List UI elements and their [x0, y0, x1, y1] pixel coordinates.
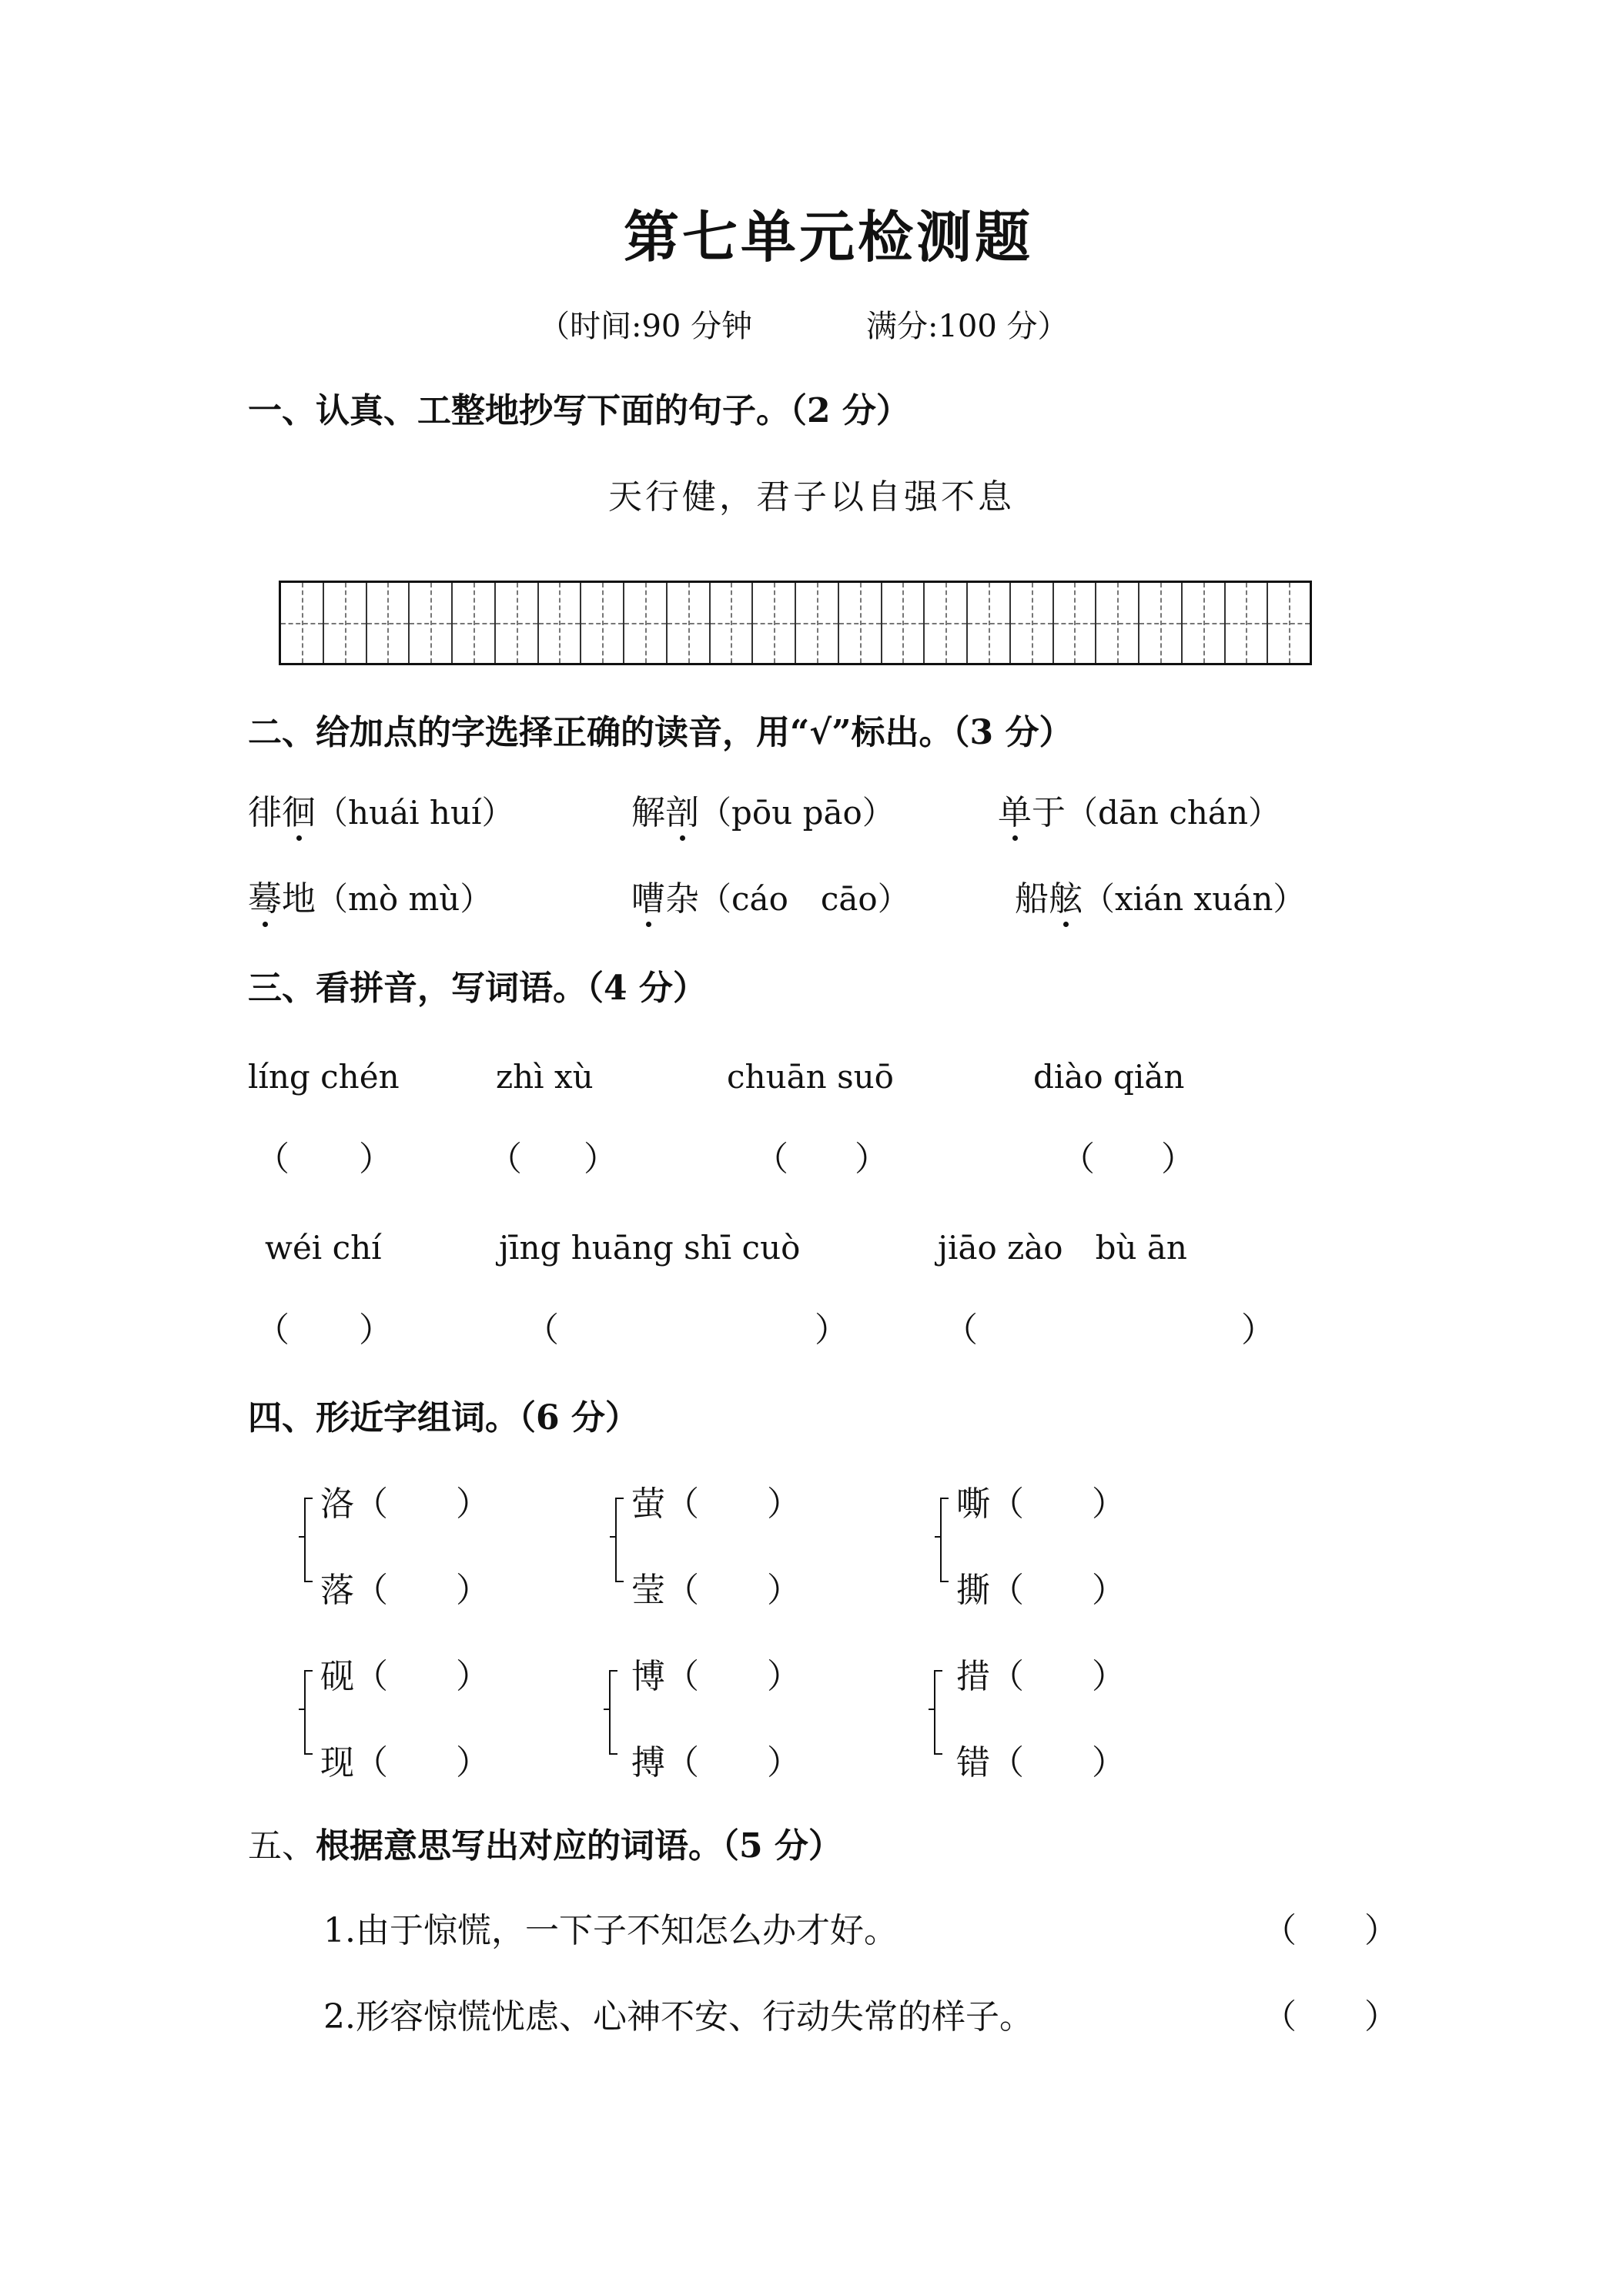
paren-open: （: [256, 1310, 289, 1350]
answer-blank[interactable]: （ ）: [665, 1657, 801, 1696]
grid-cell[interactable]: [711, 583, 754, 663]
brace-icon: [297, 1669, 314, 1755]
grid-cell[interactable]: [882, 583, 925, 663]
grid-cell[interactable]: [1054, 583, 1097, 663]
answer-blank[interactable]: （ ）: [990, 1743, 1126, 1782]
grid-cell[interactable]: [1011, 583, 1054, 663]
paren-close: ）: [584, 1140, 617, 1179]
char-item: 博（ ）: [631, 1657, 801, 1696]
reading-char: 徘: [248, 793, 282, 832]
brace-icon: [602, 1669, 619, 1755]
answer-blank[interactable]: （ ）: [1263, 1911, 1398, 1950]
paren-close: ）: [359, 1140, 393, 1179]
reading-char: 杂: [665, 879, 699, 919]
reading-item[interactable]: [1015, 879, 1306, 919]
answer-blank[interactable]: （ ）: [665, 1743, 801, 1782]
paren-open: （: [755, 1140, 788, 1179]
grid-cell[interactable]: [925, 583, 968, 663]
paren-open: （: [256, 1140, 289, 1179]
definition-item: 2.形容惊慌忧虑、心神不安、行动失常的样子。: [323, 1997, 1033, 2037]
paren-open: （: [488, 1140, 522, 1179]
reading-char: 地: [282, 879, 316, 919]
paren-open: （: [525, 1310, 559, 1350]
grid-cell[interactable]: [668, 583, 711, 663]
answer-blank[interactable]: （ ）: [1263, 1997, 1398, 2037]
char-item: 砚（ ）: [320, 1657, 490, 1696]
grid-cell[interactable]: [539, 583, 582, 663]
grid-cell[interactable]: [624, 583, 668, 663]
paren-close: ）: [359, 1310, 393, 1350]
answer-blank[interactable]: （ ）: [354, 1484, 490, 1524]
char-item: 萤（ ）: [631, 1484, 801, 1524]
char-item: 搏（ ）: [631, 1743, 801, 1782]
grid-cell[interactable]: [453, 583, 496, 663]
grid-cell[interactable]: [281, 583, 324, 663]
grid-cell[interactable]: [753, 583, 796, 663]
dotted-char: 单: [998, 793, 1032, 832]
char-item: 落（ ）: [320, 1571, 490, 1610]
section-3-heading: 三、看拼音，写词语。（4 分）: [248, 969, 707, 1008]
reading-item[interactable]: [248, 879, 493, 919]
reading-item[interactable]: [631, 879, 910, 919]
dotted-char: 嘈: [631, 879, 665, 919]
char-item: 措（ ）: [956, 1657, 1126, 1696]
reading-options[interactable]: （cáo cāo）: [699, 880, 910, 918]
char-item: 嘶（ ）: [956, 1484, 1126, 1524]
reading-options[interactable]: （xián xuán）: [1083, 880, 1306, 918]
copy-sentence: 天行健，君子以自强不息: [608, 477, 1015, 517]
pinyin-prompt: wéi chí: [265, 1229, 382, 1267]
section-5-heading: 五、根据意思写出对应的词语。（5 分）: [248, 1826, 842, 1866]
brace-icon: [608, 1497, 625, 1583]
grid-cell[interactable]: [839, 583, 882, 663]
paren-close: ）: [815, 1310, 848, 1350]
char-item: 洛（ ）: [320, 1484, 490, 1524]
answer-blank[interactable]: （ ）: [354, 1743, 490, 1782]
grid-cell[interactable]: [1268, 583, 1310, 663]
grid-cell[interactable]: [581, 583, 624, 663]
pinyin-prompt: jiāo zào bù ān: [938, 1229, 1187, 1267]
grid-cell[interactable]: [1226, 583, 1269, 663]
grid-cell[interactable]: [796, 583, 839, 663]
paren-close: ）: [1161, 1140, 1195, 1179]
brace-icon: [927, 1669, 944, 1755]
reading-item[interactable]: [631, 793, 895, 832]
reading-options[interactable]: （dān chán）: [1066, 794, 1280, 832]
pinyin-prompt: zhì xù: [496, 1058, 594, 1096]
writing-grid[interactable]: [279, 581, 1312, 665]
answer-blank[interactable]: （ ）: [665, 1484, 801, 1524]
definition-item: 1.由于惊慌，一下子不知怎么办才好。: [323, 1911, 898, 1950]
reading-options[interactable]: （huái huí）: [316, 794, 514, 832]
char-item: 错（ ）: [956, 1743, 1126, 1782]
answer-blank[interactable]: （ ）: [990, 1571, 1126, 1610]
answer-blank[interactable]: [293, 1138, 370, 1176]
brace-icon: [297, 1497, 314, 1583]
section-1-heading: 一、认真、工整地抄写下面的句子。（2 分）: [248, 391, 910, 430]
section-4-heading: 四、形近字组词。（6 分）: [248, 1398, 639, 1438]
reading-options[interactable]: （mò mù）: [316, 880, 493, 918]
paren-close: ）: [1241, 1310, 1275, 1350]
grid-cell[interactable]: [1096, 583, 1139, 663]
dotted-char: 徊: [282, 793, 316, 832]
answer-blank[interactable]: [1098, 1138, 1167, 1176]
char-item: 莹（ ）: [631, 1571, 801, 1610]
answer-blank[interactable]: （ ）: [354, 1657, 490, 1696]
char-item: 撕（ ）: [956, 1571, 1126, 1610]
grid-cell[interactable]: [1183, 583, 1226, 663]
grid-cell[interactable]: [496, 583, 539, 663]
answer-blank[interactable]: [791, 1138, 861, 1176]
answer-blank[interactable]: （ ）: [990, 1657, 1126, 1696]
reading-item[interactable]: [248, 793, 514, 832]
answer-blank[interactable]: [981, 1309, 1235, 1347]
pinyin-prompt: líng chén: [248, 1058, 400, 1096]
reading-options[interactable]: （pōu pāo）: [699, 794, 895, 832]
reading-char: 船: [1015, 879, 1049, 919]
paren-close: ）: [855, 1140, 888, 1179]
grid-cell[interactable]: [1139, 583, 1183, 663]
grid-cell[interactable]: [324, 583, 367, 663]
pinyin-prompt: diào qiǎn: [1033, 1058, 1185, 1096]
dotted-char: 舷: [1049, 879, 1083, 919]
page-title: 第七单元检测题: [624, 204, 1034, 269]
answer-blank[interactable]: [562, 1309, 808, 1347]
reading-item[interactable]: [998, 793, 1280, 832]
grid-cell[interactable]: [968, 583, 1011, 663]
char-item: 现（ ）: [320, 1743, 490, 1782]
answer-blank[interactable]: （ ）: [354, 1571, 490, 1610]
section-2-heading: 二、给加点的字选择正确的读音，用“√”标出。（3 分）: [248, 713, 1073, 752]
grid-cell[interactable]: [367, 583, 410, 663]
dotted-char: 剖: [665, 793, 699, 832]
pinyin-prompt: jīng huāng shī cuò: [499, 1229, 801, 1267]
reading-char: 于: [1032, 793, 1066, 832]
answer-blank[interactable]: （ ）: [665, 1571, 801, 1610]
paren-open: （: [1061, 1140, 1095, 1179]
pinyin-prompt: chuān suō: [727, 1058, 894, 1096]
exam-score: 满分:100 分）: [866, 309, 1069, 344]
answer-blank[interactable]: （ ）: [990, 1484, 1126, 1524]
answer-blank[interactable]: [293, 1309, 370, 1347]
reading-char: 解: [631, 793, 665, 832]
grid-cell[interactable]: [410, 583, 453, 663]
exam-time: （时间:90 分钟: [539, 309, 753, 344]
dotted-char: 蓦: [248, 879, 282, 919]
brace-icon: [933, 1497, 950, 1583]
paren-open: （: [944, 1310, 978, 1350]
